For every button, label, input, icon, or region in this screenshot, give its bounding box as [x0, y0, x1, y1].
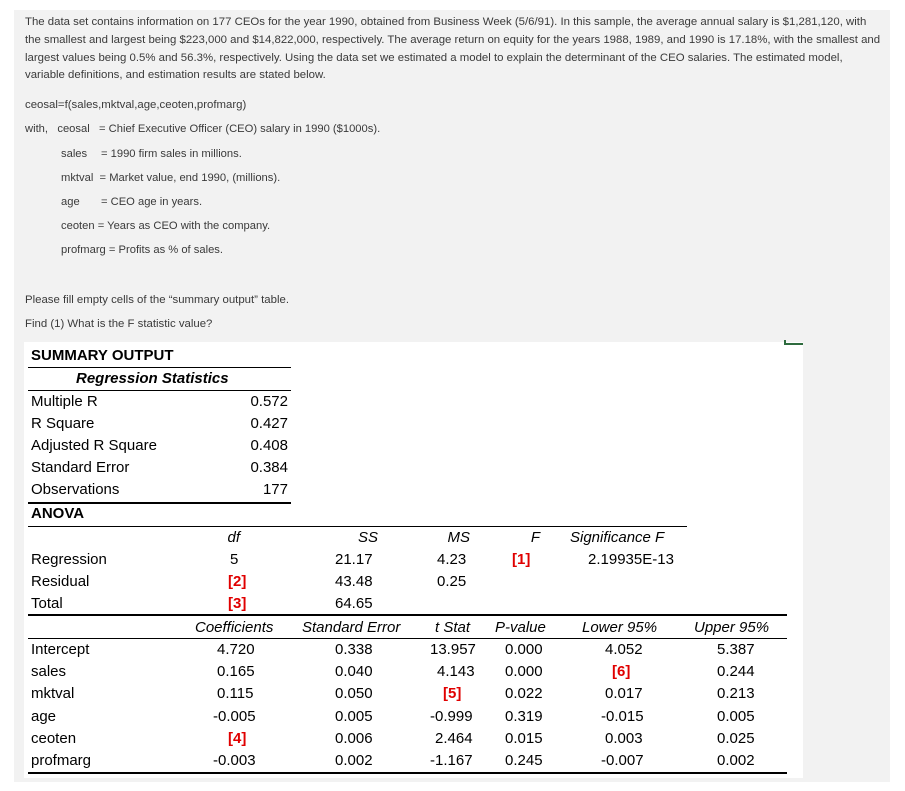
coef-upper: 0.213 — [717, 685, 755, 702]
coef-lower: -0.015 — [601, 708, 644, 725]
divider — [28, 526, 687, 527]
coef-row-label: sales — [31, 663, 67, 680]
reg-stat-value: 0.408 — [250, 437, 288, 454]
variable-name: ceoten — [61, 220, 95, 232]
coef-header-se: Standard Error — [302, 619, 401, 636]
summary-output-image — [24, 342, 803, 778]
coef-value: 0.115 — [217, 685, 254, 702]
coef-row-label: ceoten — [31, 730, 77, 747]
anova-row-label: Total — [31, 595, 63, 612]
variable-def-profmarg — [61, 244, 223, 256]
anova-row-label: Residual — [31, 573, 90, 590]
anova-ms: 4.23 — [437, 551, 467, 568]
coef-upper: 0.002 — [717, 752, 755, 769]
coef-header-upper: Upper 95% — [694, 619, 770, 636]
variable-desc: = CEO age in years. — [101, 196, 203, 208]
coef-p: 0.022 — [505, 685, 543, 702]
coef-lower: 0.017 — [605, 685, 643, 702]
variable-name: mktval — [61, 172, 94, 184]
coef-se: 0.002 — [335, 752, 373, 769]
coef-row-label: Intercept — [31, 641, 90, 658]
coef-lower: -0.007 — [601, 752, 644, 769]
coef-upper: 0.244 — [717, 663, 755, 680]
coef-p: 0.000 — [505, 641, 543, 658]
divider — [28, 772, 787, 774]
coef-t: -0.999 — [430, 708, 473, 725]
variable-name: age — [61, 196, 80, 208]
model-equation: ceosal=f(sales,mktval,age,ceoten,profmarg) — [25, 99, 247, 111]
anova-sigf: 2.19935E-13 — [588, 551, 674, 568]
coef-lower: 4.052 — [605, 641, 643, 658]
coef-value: 4.720 — [217, 641, 255, 658]
variable-desc: = Chief Executive Officer (CEO) salary in 1990 ($1000s). — [99, 123, 381, 135]
anova-df: 5 — [230, 551, 239, 568]
coef-value: -0.005 — [213, 708, 256, 725]
anova-header-df: df — [227, 529, 240, 546]
anova-df-blank: [2] — [228, 573, 247, 590]
reg-stats-title: Regression Statistics — [76, 370, 229, 387]
coef-lower-blank: [6] — [612, 663, 631, 680]
reg-stat-label: Multiple R — [31, 393, 98, 410]
coef-t-blank: [5] — [443, 685, 462, 702]
anova-header-f: F — [530, 529, 540, 546]
divider — [28, 614, 787, 616]
anova-df-blank: [3] — [228, 595, 247, 612]
coef-p: 0.319 — [505, 708, 543, 725]
anova-ms: 0.25 — [437, 573, 467, 590]
anova-ss: 21.17 — [335, 551, 373, 568]
coef-lower: 0.003 — [605, 730, 643, 747]
coef-p: 0.245 — [505, 752, 543, 769]
reg-stat-label: Adjusted R Square — [31, 437, 157, 454]
variable-desc: = Profits as % of sales. — [108, 244, 223, 256]
coef-upper: 5.387 — [717, 641, 755, 658]
variable-name: ceosal — [57, 123, 90, 135]
question-text: Find (1) What is the F statistic value? — [25, 318, 213, 330]
variable-desc: = 1990 firm sales in millions. — [101, 148, 242, 160]
coef-se: 0.005 — [335, 708, 373, 725]
coef-value-blank: [4] — [228, 730, 247, 747]
coef-header-lower: Lower 95% — [582, 619, 658, 636]
coef-header-coef: Coefficients — [195, 619, 274, 636]
reg-stat-value: 0.427 — [250, 415, 288, 432]
variable-def-ceoten — [61, 220, 270, 232]
reg-stat-value: 0.572 — [250, 393, 288, 410]
variable-desc: = Market value, end 1990, (millions). — [99, 172, 281, 184]
variable-desc: = Years as CEO with the company. — [97, 220, 271, 232]
anova-f-blank: [1] — [512, 551, 531, 568]
variable-def-mktval — [61, 172, 280, 184]
coef-row-label: profmarg — [31, 752, 92, 769]
corner-marker — [784, 340, 803, 345]
coef-upper: 0.005 — [717, 708, 755, 725]
variable-name: sales — [61, 148, 88, 160]
anova-row-label: Regression — [31, 551, 107, 568]
coef-value: 0.165 — [217, 663, 255, 680]
variable-name: profmarg — [61, 244, 106, 256]
anova-ss: 64.65 — [335, 595, 373, 612]
coef-t: 13.957 — [430, 641, 476, 658]
coef-t: 2.464 — [435, 730, 473, 747]
coef-p: 0.000 — [505, 663, 543, 680]
divider — [28, 638, 787, 639]
intro-paragraph: The data set contains information on 177 CEOs for the year 1990, obtained from Business Week (5/6/91). In this sample, the average annual salary is $1,281,120, with the smallest and largest being $223,000 and $14,822,000, respectively. The average return on equity for the years 1988, 1989, and 1990 is 17.18%, with the smallest and largest values being 0.5% and 56.3%, respectively. Using the data set we estimated a model to explain the determinant of the CEO salaries. The estimated model, variable definitions, and estimation results are stated below. — [25, 16, 881, 82]
reg-stat-value: 177 — [262, 481, 288, 498]
reg-stat-value: 0.384 — [250, 459, 288, 476]
coef-se: 0.040 — [335, 663, 373, 680]
anova-ss: 43.48 — [335, 573, 373, 590]
coef-se: 0.050 — [335, 685, 373, 702]
coef-p: 0.015 — [505, 730, 543, 747]
coef-header-p: P-value — [495, 619, 546, 636]
reg-stat-label: R Square — [31, 415, 95, 432]
coef-upper: 0.025 — [717, 730, 755, 747]
divider — [28, 390, 291, 391]
anova-header-ms: MS — [447, 529, 470, 546]
variable-def-ceosal — [25, 123, 380, 135]
anova-header-sigf: Significance F — [570, 529, 665, 546]
coef-t: 4.143 — [437, 663, 475, 680]
instruction-text: Please fill empty cells of the “summary output” table. — [25, 294, 289, 306]
coef-header-t: t Stat — [435, 619, 471, 636]
divider — [28, 502, 291, 504]
coef-se: 0.006 — [335, 730, 373, 747]
variable-def-sales — [61, 148, 242, 160]
coef-value: -0.003 — [213, 752, 256, 769]
coef-t: -1.167 — [430, 752, 473, 769]
with-label: with, — [25, 123, 49, 135]
coef-row-label: mktval — [31, 685, 75, 702]
coef-se: 0.338 — [335, 641, 373, 658]
variable-def-age — [61, 196, 202, 208]
reg-stat-label: Standard Error — [31, 459, 130, 476]
summary-title: SUMMARY OUTPUT — [31, 347, 174, 364]
coef-row-label: age — [31, 708, 57, 725]
reg-stat-label: Observations — [31, 481, 120, 498]
anova-header-ss: SS — [357, 529, 378, 546]
divider — [28, 367, 291, 368]
anova-title: ANOVA — [31, 505, 85, 522]
